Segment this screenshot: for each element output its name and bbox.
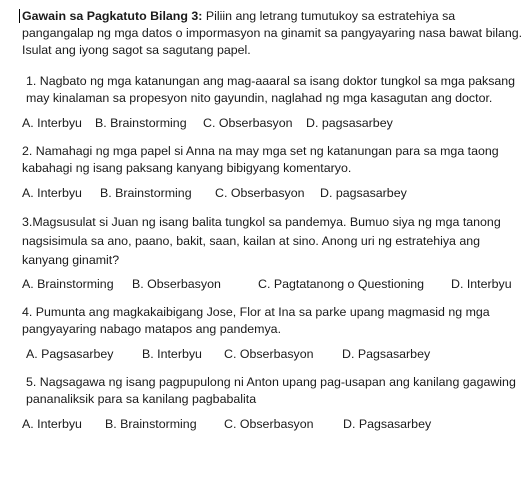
question-text: 4. Pumunta ang magkakaibigang Jose, Flor at Ina sa parke upang magmasid ng mga pangyayaring nabago matapos ang pandemya. xyxy=(22,305,490,336)
choice-d[interactable]: D. Pagsasarbey xyxy=(342,347,431,361)
question-text: 3.Magsusulat si Juan ng isang balita tungkol sa pandemya. Bumuo siya ng mga tanong nagsisimula sa ano, paano, bakit, saan, kailan at sino. Anong uri ng estratehiya ang kanyang ginamit? xyxy=(22,215,501,267)
choice-b[interactable]: B. Brainstorming xyxy=(105,417,197,431)
question-5 xyxy=(22,374,524,433)
choice-d[interactable]: D. Interbyu xyxy=(451,277,512,291)
choice-a[interactable]: A. Pagsasarbey xyxy=(26,347,114,361)
question-2 xyxy=(22,143,524,202)
choice-c[interactable]: C. Obserbasyon xyxy=(224,347,314,361)
question-text: 2. Namahagi ng mga papel si Anna na may mga set ng katanungan para sa mga taong kabahagi ng isang paksang kanyang bibigyang komentaryo. xyxy=(22,144,499,175)
choice-list xyxy=(22,346,524,363)
choice-d[interactable]: D. pagsasarbey xyxy=(306,116,393,130)
instructions xyxy=(22,8,524,59)
activity-label: Gawain sa Pagkatuto Bilang 3: xyxy=(22,9,203,23)
choice-list xyxy=(22,185,524,202)
question-text: 5. Nagsagawa ng isang pagpupulong ni Anton upang pag-usapan ang kanilang gagawing pananaliksik para sa kanilang pagbabalita xyxy=(26,375,516,406)
choice-a[interactable]: A. Interbyu xyxy=(22,417,82,431)
choice-b[interactable]: B. Brainstorming xyxy=(95,116,187,130)
question-1 xyxy=(22,73,524,132)
question-3 xyxy=(22,213,524,293)
question-text: 1. Nagbato ng mga katanungan ang mag-aaaral sa isang doktor tungkol sa mga paksang may kinalaman sa propesyon nito gayundin, naglahad ng mga kasagutan ang doctor. xyxy=(26,74,516,105)
choice-list xyxy=(22,416,524,433)
choice-b[interactable]: B. Obserbasyon xyxy=(132,277,221,291)
question-4 xyxy=(22,304,524,363)
choice-list xyxy=(22,115,524,132)
choice-d[interactable]: D. pagsasarbey xyxy=(320,186,407,200)
choice-a[interactable]: A. Interbyu xyxy=(22,116,82,130)
choice-c[interactable]: C. Obserbasyon xyxy=(215,186,305,200)
choice-a[interactable]: A. Interbyu xyxy=(22,186,82,200)
instructions-text: Piliin ang letrang tumutukoy sa estratehiya sa pangangalap ng mga datos o impormasyon na ginamit sa pangyayaring nasa bawat bilang. Isulat ang iyong sagot sa sagutang papel. xyxy=(22,9,523,57)
text-cursor xyxy=(19,9,20,23)
choice-c[interactable]: C. Obserbasyon xyxy=(203,116,293,130)
choice-b[interactable]: B. Brainstorming xyxy=(100,186,192,200)
choice-c[interactable]: C. Obserbasyon xyxy=(224,417,314,431)
choice-c[interactable]: C. Pagtatanong o Questioning xyxy=(258,277,425,291)
choice-list xyxy=(22,276,524,293)
choice-a[interactable]: A. Brainstorming xyxy=(22,277,114,291)
choice-d[interactable]: D. Pagsasarbey xyxy=(343,417,432,431)
choice-b[interactable]: B. Interbyu xyxy=(142,347,202,361)
